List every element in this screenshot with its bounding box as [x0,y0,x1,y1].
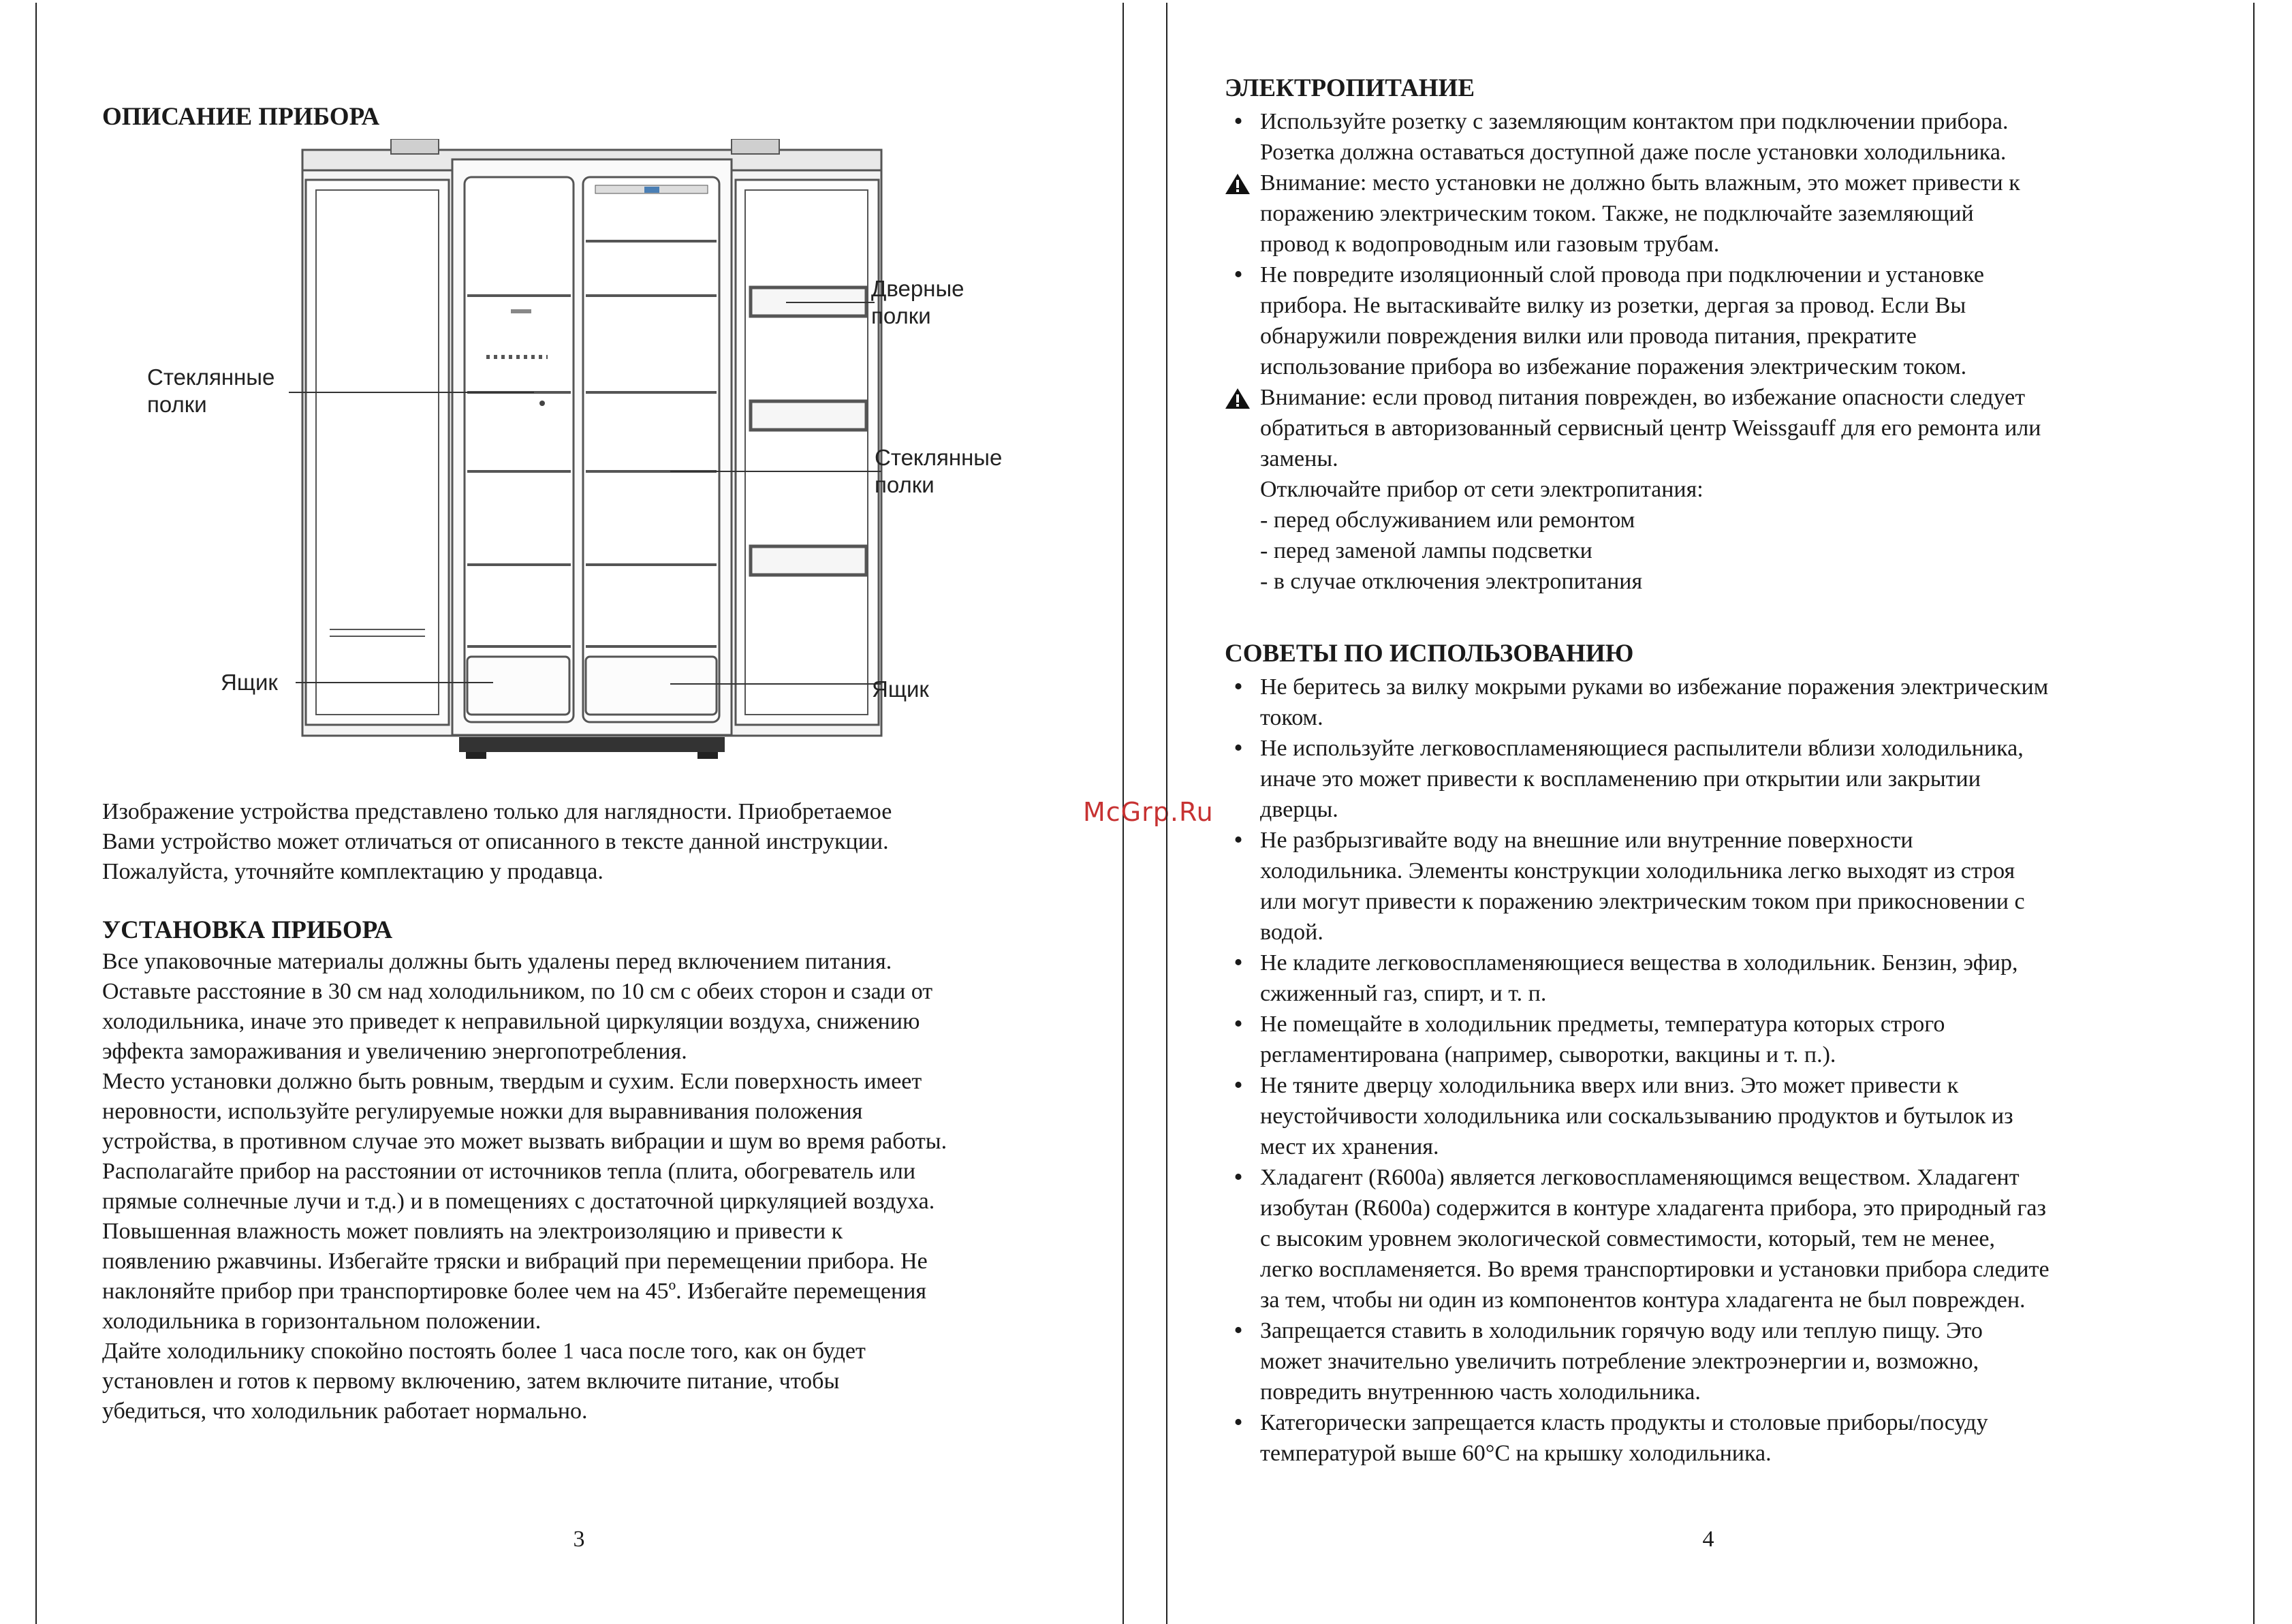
bullet-icon [1225,1009,1252,1040]
label-drawer-right: Ящик [872,676,929,702]
list-item: • Запрещается ставить в холодильник горячую воду или теплую пищу. Это может значительно увеличить потребление электроэнергии и, возможно, повредить внутреннюю часть холодильника. [1192,1315,2241,1407]
label-glass-shelves-left: Стеклянные полки [147,364,275,417]
label-glass-shelves-right: Стеклянные полки [875,445,1003,497]
fridge-body [302,139,881,759]
list-item: • Не повредите изоляционный слой провода при подключении и установке прибора. Не вытаскивайте вилку из розетки, дергая за провод. Если Вы обнаружили повреждения вилки или провода питания, прекратите использование прибора во избежание поражения электрическим током. [1192,260,2241,382]
page-number-left: 3 [573,1527,585,1552]
section-title-description: ОПИСАНИЕ ПРИБОРА [102,103,380,131]
bullet-icon [1225,1070,1252,1102]
bullet-icon [1225,260,1252,291]
installation-text: Все упаковочные материалы должны быть удалены перед включением питания. Оставьте расстояние в 30 см над холодильником, по 10 см с обеих сторон и сзади от холодильника, иначе это приведет к неправильной циркуляции воздуха, снижению эффекта замораживания и увеличению энергопотребления. Место установки должно быть ровным, твердым и сухим. Если поверхность имеет неровности, используйте регулируемые ножки для выравнивания положения устройства, в противном случае это может вызвать вибрации и шум во время работы. Располагайте прибор на расстоянии от источников тепла (плита, обогреватель или прямые солнечные лучи и т.д.) и в помещениях с достаточной циркуляцией воздуха. Повышенная влажность может повлиять на электроизоляцию и привести к появлению ржавчины. Избегайте тряски и вибраций при перемещении прибора. Не наклоняйте прибор при транспортировке более чем на 45º. Избегайте перемещения холодильника в горизонтальном положении. Дайте холодильнику спокойно постоять более 1 часа после того, как он будет установлен и готов к первому включению, затем включите питание, чтобы убедиться, что холодильник работает нормально. [102,949,947,1424]
bullet-icon [1225,106,1252,138]
list-item: • Не кладите легковоспламеняющиеся вещества в холодильник. Бензин, эфир, сжиженный газ, спирт, и т. п. [1192,948,2241,1009]
list-item: Внимание: если провод питания поврежден, во избежание опасности следует обратиться в авторизованный сервисный центр Weissgauff для его ремонта или замены. Отключайте прибор от сети электропитания: - перед обслуживанием или ремонтом - перед заменой лампы подсветки - в случае отключения электропитания [1192,382,2241,597]
fridge-illustration [289,139,915,776]
power-list [1192,106,2241,597]
tips-list [1192,672,2241,1469]
list-item: • Не помещайте в холодильник предметы, температура которых строго регламентирована (например, сыворотки, вакцины и т. п.). [1192,1009,2241,1070]
right-page [1166,3,2255,1624]
bullet-icon [1225,1162,1252,1193]
section-title-installation: УСТАНОВКА ПРИБОРА [102,916,393,944]
list-item: • Категорически запрещается класть продукты и столовые приборы/посуду температурой выше 60°С на крышку холодильника. [1192,1407,2241,1469]
list-item: • Не используйте легковоспламеняющиеся распылители вблизи холодильника, иначе это может привести к воспламенению при открытии или закрытии дверцы. [1192,733,2241,825]
watermark: McGrp.Ru [1083,797,1214,827]
list-item: • Не беритесь за вилку мокрыми руками во избежание поражения электрическим током. [1192,672,2241,733]
bullet-icon [1225,948,1252,979]
label-door-shelves: Дверные полки [871,276,964,328]
section-title-tips: СОВЕТЫ ПО ИСПОЛЬЗОВАНИЮ [1225,640,1634,668]
list-item: • Не тяните дверцу холодильника вверх или вниз. Это может привести к неустойчивости холодильника или соскальзыванию продуктов и бутылок из мест их хранения. [1192,1070,2241,1162]
illustration-caption: Изображение устройства представлено только для наглядности. Приобретаемое Вами устройство может отличаться от описанного в тексте данной инструкции. Пожалуйста, уточняйте комплектацию у продавца. [102,799,892,884]
bullet-icon [1225,672,1252,703]
label-drawer-left: Ящик [221,670,278,695]
page-number-right: 4 [1702,1527,1714,1552]
bullet-icon [1225,825,1252,856]
bullet-icon [1225,733,1252,764]
left-page [35,3,1124,1624]
bullet-icon [1225,1407,1252,1439]
list-item: Внимание: место установки не должно быть влажным, это может привести к поражению электрическим током. Также, не подключайте заземляющий провод к водопроводным или газовым трубам. [1192,168,2241,260]
list-item: • Не разбрызгивайте воду на внешние или внутренние поверхности холодильника. Элементы конструкции холодильника легко выходят из строя или могут привести к поражению электрическим током при прикосновении с водой. [1192,825,2241,948]
list-item: • Хладагент (R600a) является легковоспламеняющимся веществом. Хладагент изобутан (R600a) содержится в контуре хладагента прибора, это природный газ с высоким уровнем экологической совместимости, который, тем не менее, легко воспламеняется. Во время транспортировки и установки прибора следите за тем, чтобы ни один из компонентов контура хладагента не был поврежден. [1192,1162,2241,1315]
list-item: • Используйте розетку с заземляющим контактом при подключении прибора. Розетка должна оставаться доступной даже после установки холодильника. [1192,106,2241,168]
section-title-power: ЭЛЕКТРОПИТАНИЕ [1225,74,1475,102]
bullet-icon [1225,1315,1252,1347]
